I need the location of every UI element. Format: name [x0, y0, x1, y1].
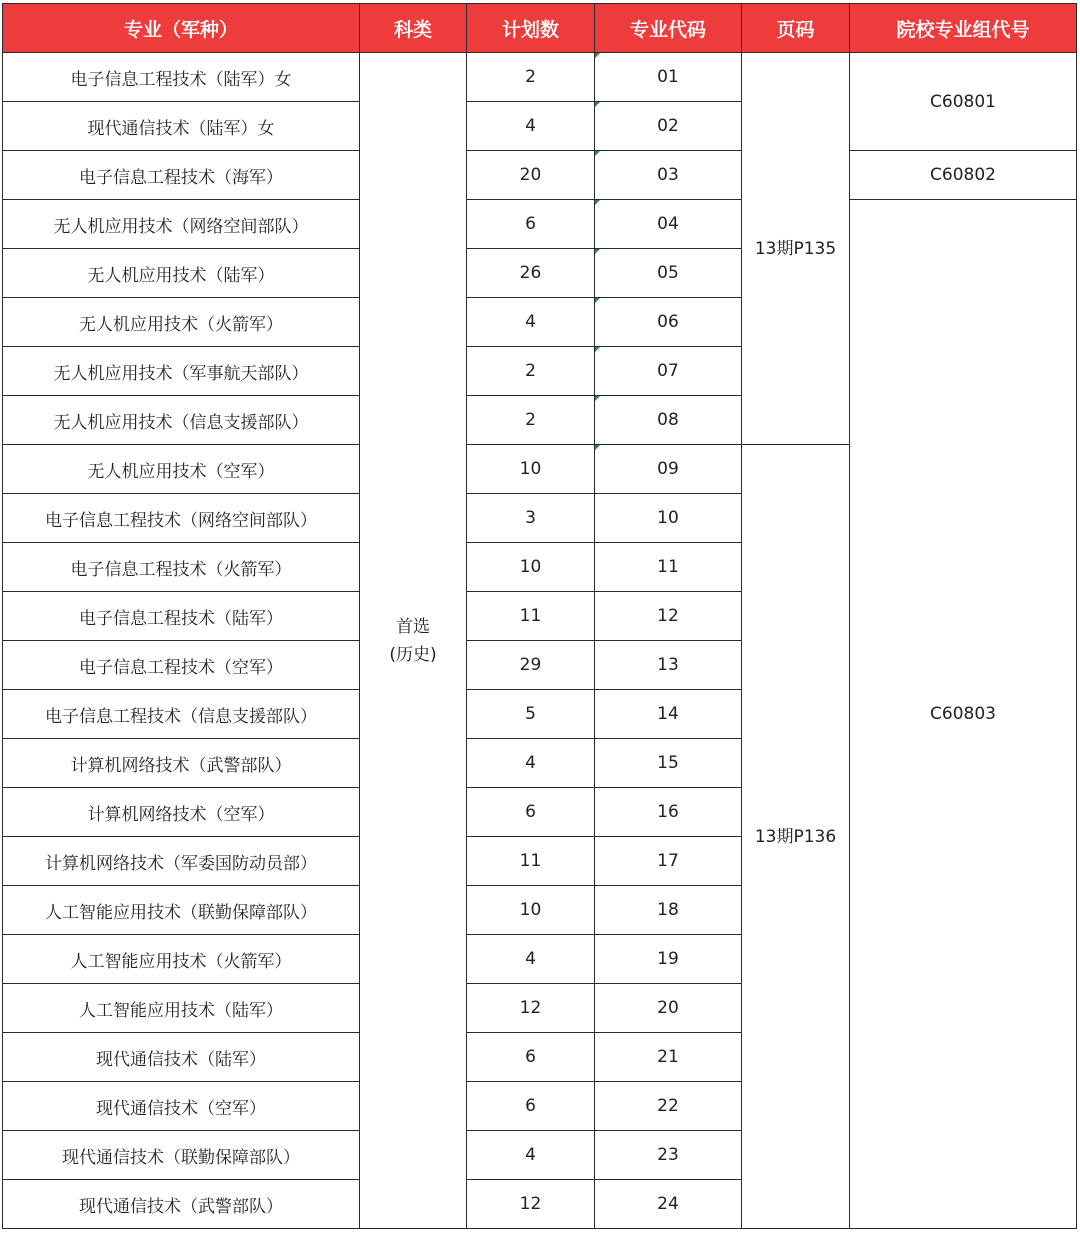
code-cell: 04: [595, 200, 742, 249]
table-row: [3, 200, 1077, 249]
code-cell: 15: [595, 739, 742, 788]
major-cell: 现代通信技术（武警部队）: [3, 1180, 360, 1229]
header-category: 科类: [360, 4, 467, 53]
major-cell: 计算机网络技术（空军）: [3, 788, 360, 837]
major-cell: 电子信息工程技术（火箭军）: [3, 543, 360, 592]
plan-cell: 2: [467, 396, 595, 445]
code-cell: 13: [595, 641, 742, 690]
plan-cell: 4: [467, 102, 595, 151]
plan-cell: 6: [467, 788, 595, 837]
header-plan: 计划数: [467, 4, 595, 53]
major-cell: 计算机网络技术（军委国防动员部）: [3, 837, 360, 886]
major-cell: 人工智能应用技术（火箭军）: [3, 935, 360, 984]
major-cell: 电子信息工程技术（空军）: [3, 641, 360, 690]
major-cell: 无人机应用技术（军事航天部队）: [3, 347, 360, 396]
group-cell: C60802: [850, 151, 1077, 200]
code-cell: 02: [595, 102, 742, 151]
code-cell: 03: [595, 151, 742, 200]
header-group: 院校专业组代号: [850, 4, 1077, 53]
table-row: [3, 53, 1077, 102]
major-cell: 无人机应用技术（陆军）: [3, 249, 360, 298]
code-cell: 01: [595, 53, 742, 102]
code-cell: 07: [595, 347, 742, 396]
code-cell: 16: [595, 788, 742, 837]
code-cell: 17: [595, 837, 742, 886]
plan-cell: 6: [467, 1033, 595, 1082]
table-header: [3, 4, 1077, 53]
major-cell: 电子信息工程技术（陆军）: [3, 592, 360, 641]
category-line-1: 首选: [396, 616, 430, 637]
major-cell: 电子信息工程技术（陆军）女: [3, 53, 360, 102]
code-cell: 24: [595, 1180, 742, 1229]
code-cell: 14: [595, 690, 742, 739]
plan-cell: 20: [467, 151, 595, 200]
header-row: [3, 4, 1077, 53]
major-cell: 现代通信技术（陆军）: [3, 1033, 360, 1082]
code-cell: 08: [595, 396, 742, 445]
header-page: 页码: [742, 4, 850, 53]
major-cell: 现代通信技术（陆军）女: [3, 102, 360, 151]
code-cell: 18: [595, 886, 742, 935]
code-cell: 22: [595, 1082, 742, 1131]
code-cell: 20: [595, 984, 742, 1033]
page-cell: 13期P135: [742, 53, 850, 445]
code-cell: 09: [595, 445, 742, 494]
plan-cell: 6: [467, 1082, 595, 1131]
major-cell: 现代通信技术（联勤保障部队）: [3, 1131, 360, 1180]
plan-cell: 26: [467, 249, 595, 298]
category-cell: [360, 53, 467, 1229]
code-cell: 11: [595, 543, 742, 592]
major-cell: 电子信息工程技术（信息支援部队）: [3, 690, 360, 739]
plan-cell: 11: [467, 592, 595, 641]
page-cell: 13期P136: [742, 445, 850, 1229]
code-cell: 05: [595, 249, 742, 298]
major-cell: 现代通信技术（空军）: [3, 1082, 360, 1131]
plan-cell: 4: [467, 1131, 595, 1180]
major-cell: 无人机应用技术（网络空间部队）: [3, 200, 360, 249]
group-cell: C60803: [850, 200, 1077, 1229]
category-line-2: (历史): [389, 644, 437, 665]
plan-cell: 11: [467, 837, 595, 886]
header-major: 专业（军种）: [3, 4, 360, 53]
plan-cell: 4: [467, 739, 595, 788]
plan-cell: 10: [467, 886, 595, 935]
plan-cell: 3: [467, 494, 595, 543]
plan-cell: 2: [467, 347, 595, 396]
major-cell: 无人机应用技术（火箭军）: [3, 298, 360, 347]
code-cell: 12: [595, 592, 742, 641]
group-cell: C60801: [850, 53, 1077, 151]
major-cell: 无人机应用技术（空军）: [3, 445, 360, 494]
major-cell: 无人机应用技术（信息支援部队）: [3, 396, 360, 445]
table-body: [3, 53, 1077, 1229]
code-cell: 23: [595, 1131, 742, 1180]
plan-cell: 4: [467, 935, 595, 984]
plan-cell: 10: [467, 543, 595, 592]
code-cell: 10: [595, 494, 742, 543]
major-cell: 计算机网络技术（武警部队）: [3, 739, 360, 788]
plan-cell: 2: [467, 53, 595, 102]
enrollment-plan-table: [2, 3, 1077, 1229]
header-code: 专业代码: [595, 4, 742, 53]
plan-cell: 12: [467, 1180, 595, 1229]
table-row: [3, 151, 1077, 200]
plan-cell: 4: [467, 298, 595, 347]
major-cell: 人工智能应用技术（联勤保障部队）: [3, 886, 360, 935]
plan-cell: 29: [467, 641, 595, 690]
code-cell: 21: [595, 1033, 742, 1082]
major-cell: 电子信息工程技术（海军）: [3, 151, 360, 200]
code-cell: 06: [595, 298, 742, 347]
major-cell: 电子信息工程技术（网络空间部队）: [3, 494, 360, 543]
code-cell: 19: [595, 935, 742, 984]
plan-cell: 5: [467, 690, 595, 739]
plan-cell: 6: [467, 200, 595, 249]
plan-cell: 10: [467, 445, 595, 494]
major-cell: 人工智能应用技术（陆军）: [3, 984, 360, 1033]
plan-cell: 12: [467, 984, 595, 1033]
